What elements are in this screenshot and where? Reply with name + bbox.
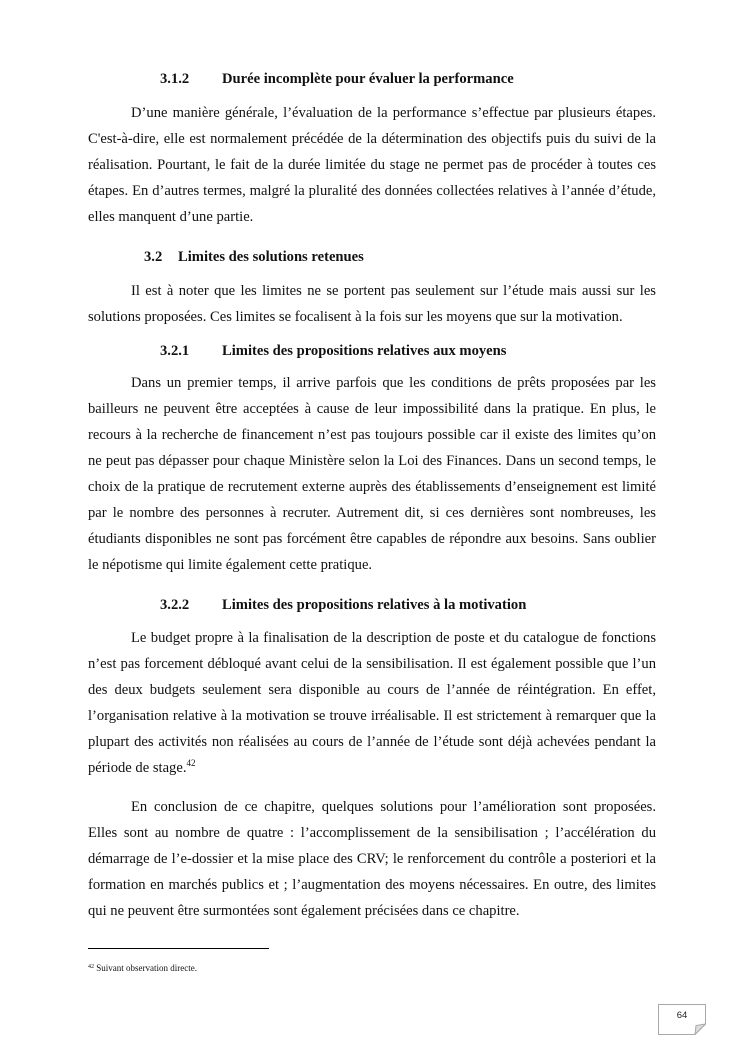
paragraph-3-2-2 (88, 625, 656, 781)
heading-number: 3.2.1 (160, 343, 190, 359)
heading-title: Limites des propositions relatives à la motivation (222, 597, 527, 613)
heading-title: Limites des solutions retenues (178, 249, 364, 265)
heading-number: 3.2.2 (160, 597, 190, 613)
page-number: 64 (676, 1010, 688, 1021)
footnote-marker: 42 (88, 964, 94, 970)
heading-number: 3.2 (144, 249, 163, 265)
paragraph-text: Le budget propre à la finalisation de la description de poste et du catalogue de fonctions n’est pas forcement débloqué avant celui de la sensibilisation. Il est également possible que l’un des deux budgets seulement sera disponible au cours de l’année de réintégration. En effet, l’organisation relative à la motivation se trouve irréalisable. Il est strictement à remarquer que la plupart des activités non réalisées au cours de l’année de l’étude sont déjà achevées pendant la période de stage. (88, 630, 656, 776)
heading-number: 3.1.2 (160, 71, 190, 87)
paragraph-3-2-1: Dans un premier temps, il arrive parfois que les conditions de prêts proposées par les bailleurs ne peuvent être acceptées à cause de leur impossibilité dans la pratique. En plus, le recours à la recherche de financement n’est pas toujours possible car il existe des limites qu’on ne peut pas dépasser pour chaque Ministère selon la Loi des Finances. Dans un second temps, le choix de la pratique de recrutement externe auprès des établissements d’enseignement est limité par le nombre des personnes à recruter. Autrement dit, si ces dernières sont nombreuses, les étudiants disponibles ne sont pas forcément être capables de répondre aux besoins. Sans oublier le népotisme qui limite également cette pratique. (88, 375, 656, 573)
page-number-box (658, 1004, 706, 1035)
heading-title: Durée incomplète pour évaluer la performance (222, 71, 514, 87)
footnote-separator (88, 948, 269, 949)
heading-title: Limites des propositions relatives aux moyens (222, 343, 507, 359)
paragraph-3-1-2: D’une manière générale, l’évaluation de la performance s’effectue par plusieurs étapes. C'est-à-dire, elle est normalement précédée de la détermination des objectifs puis du suivi de la réalisation. Pourtant, le fait de la durée limitée du stage ne permet pas de procéder à toutes ces étapes. En d’autres termes, malgré la pluralité des données collectées relatives à l’année d’étude, elles manquent d’une partie. (88, 105, 656, 225)
paragraph-3-2: Il est à noter que les limites ne se portent pas seulement sur l’étude mais aussi sur les solutions proposées. Ces limites se focalisent à la fois sur les moyens que sur la motivation. (88, 283, 656, 325)
footnote-text: Suivant observation directe. (96, 963, 197, 973)
footnote-reference[interactable]: 42 (186, 758, 196, 768)
footnote (88, 962, 197, 974)
paragraph-conclusion: En conclusion de ce chapitre, quelques solutions pour l’amélioration sont proposées. Elles sont au nombre de quatre : l’accomplissement de la sensibilisation ; l’accélération du démarrage de l’e-dossier et la mise place des CRV; le renforcement du contrôle a posteriori et la formation en marchés publics et ; l’augmentation des moyens nécessaires. En outre, des limites qui ne peuvent être surmontées sont également précisées dans ce chapitre. (88, 799, 656, 919)
